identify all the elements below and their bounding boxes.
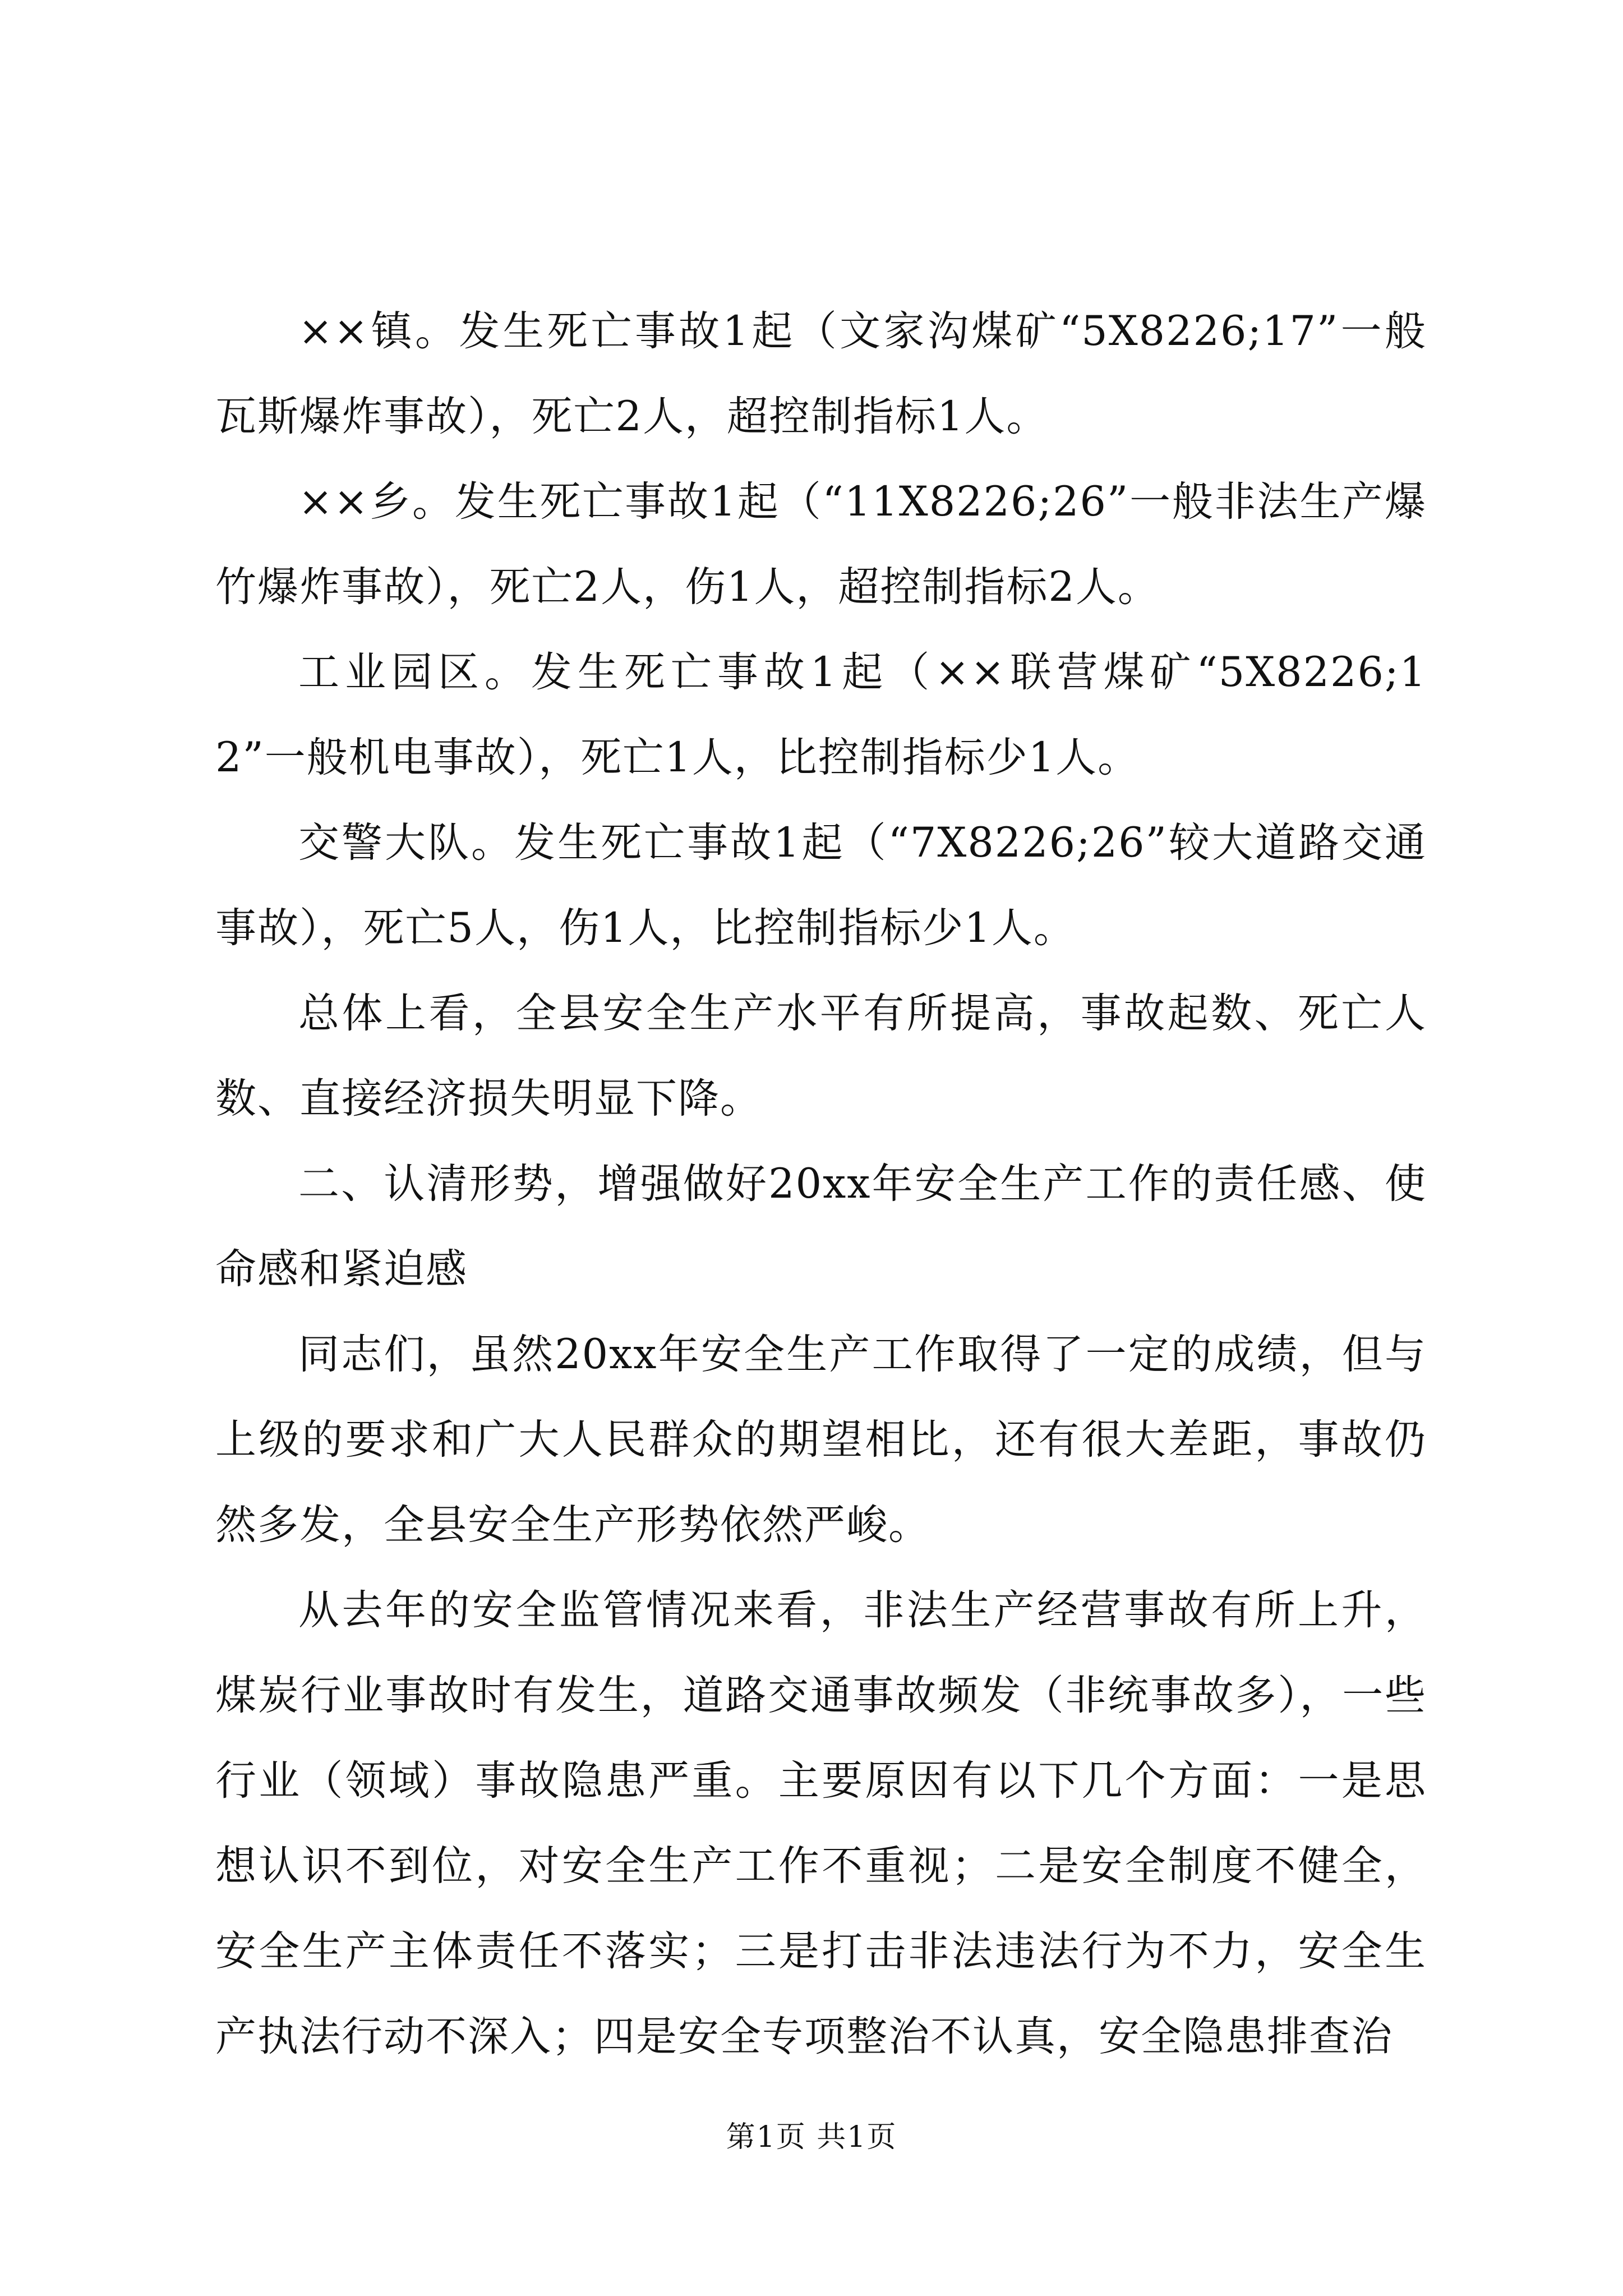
page-footer: 第1页 共1页 — [726, 2120, 897, 2154]
paragraph-supervision-analysis: 从去年的安全监管情况来看，非法生产经营事故有所上升，煤炭行业事故时有发生，道路交通事故频发（非统事故多），一些行业（领域）事故隐患严重。主要原因有以下几个方面：一是思想认识不到位，对安全生产工作不重视；二是安全制度不健全，安全生产主体责任不落实；三是打击非法违法行为不力，安全生产执法行动不深入；四是安全专项整治不认真，安全隐患排查治 — [215, 1586, 1427, 2060]
section-heading-situation: 二、认清形势，增强做好20xx年安全生产工作的责任感、使命感和紧迫感 — [215, 1160, 1427, 1293]
paragraph-town-accident: ××镇。发生死亡事故1起（文家沟煤矿“5X8226;17”一般瓦斯爆炸事故），死亡2人，超控制指标1人。 — [215, 307, 1427, 440]
paragraph-industrial-park-accident: 工业园区。发生死亡事故1起（××联营煤矿“5X8226;12”一般机电事故），死亡1人，比控制指标少1人。 — [215, 648, 1427, 781]
document-body — [215, 289, 1427, 2079]
paragraph-township-accident: ××乡。发生死亡事故1起（“11X8226;26”一般非法生产爆竹爆炸事故），死亡2人，伤1人，超控制指标2人。 — [215, 478, 1427, 611]
paragraph-traffic-police-accident: 交警大队。发生死亡事故1起（“7X8226;26”较大道路交通事故），死亡5人，伤1人，比控制指标少1人。 — [215, 819, 1427, 952]
paragraph-overall-summary: 总体上看，全县安全生产水平有所提高，事故起数、死亡人数、直接经济损失明显下降。 — [215, 990, 1427, 1122]
paragraph-comrades: 同志们，虽然20xx年安全生产工作取得了一定的成绩，但与上级的要求和广大人民群众的期望相比，还有很大差距，事故仍然多发，全县安全生产形势依然严峻。 — [215, 1331, 1427, 1549]
